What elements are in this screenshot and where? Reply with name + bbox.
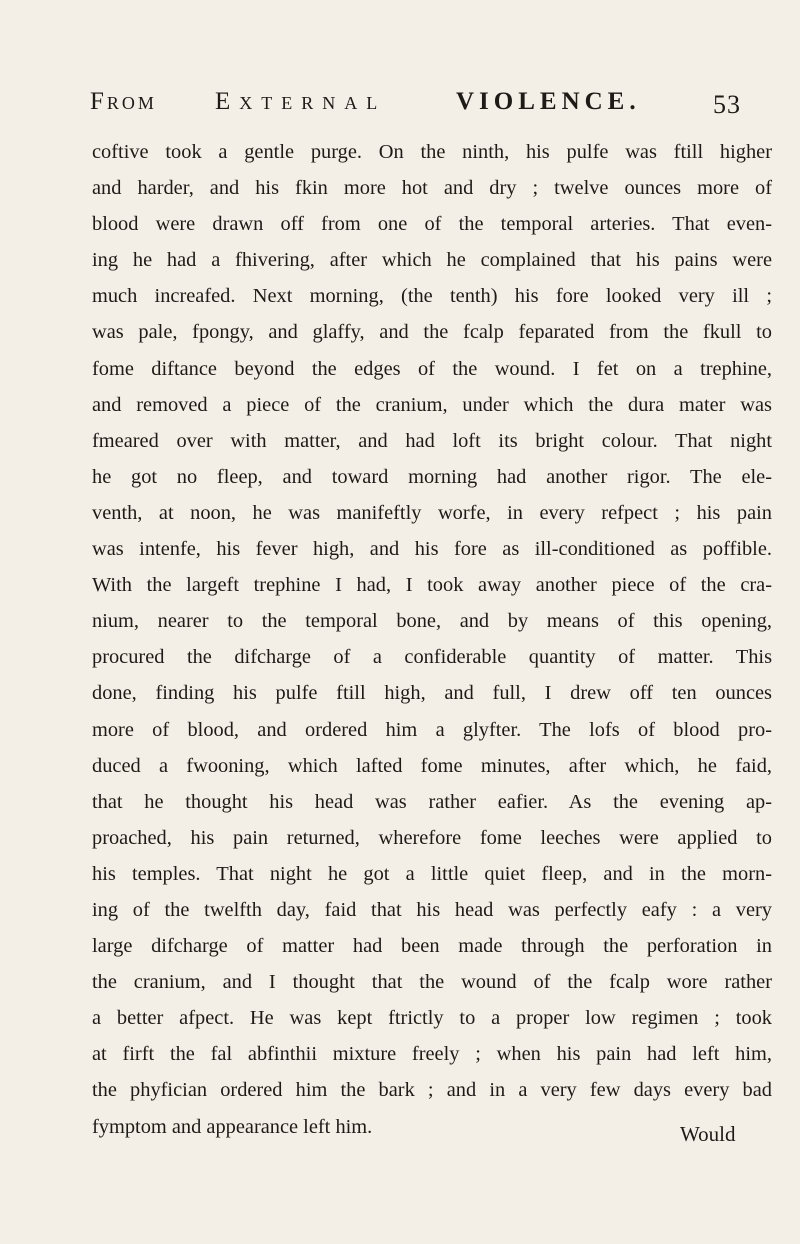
text-line: more of blood, and ordered him a glyfter. The lofs of blood pro- [92,718,772,741]
text-line: fome diftance beyond the edges of the wound. I fet on a trephine, [92,357,772,380]
text-line: done, finding his pulfe ftill high, and full, I drew off ten ounces [92,682,772,705]
text-line: much increafed. Next morning, (the tenth) his fore looked very ill ; [92,285,772,308]
running-head-external: External [215,88,387,115]
text-line: ing of the twelfth day, faid that his head was perfectly eafy : a very [92,898,772,921]
catchword: Would [680,1122,736,1146]
text-line: fmeared over with matter, and had loft its bright colour. That night [92,429,772,452]
text-line: and harder, and his fkin more hot and dry ; twelve ounces more of [92,177,772,200]
text-line: fymptom and appearance left him. [92,1115,373,1138]
text-line: was pale, fpongy, and glaffy, and the fcalp feparated from the fkull to [92,321,772,344]
text-line: the phyfician ordered him the bark ; and in a very few days every bad [92,1079,772,1102]
text-line: coftive took a gentle purge. On the ninth, his pulfe was ftill higher [92,141,772,163]
text-line: venth, at noon, he was manifeftly worfe, in every refpect ; his pain [92,501,772,524]
text-line: was intenfe, his fever high, and his fore as ill-conditioned as poffible. [92,538,772,561]
text-line: proached, his pain returned, wherefore fome leeches were applied to [92,826,772,849]
page-number: 53 [713,90,741,119]
body-text [92,134,772,1145]
text-line: procured the difcharge of a confiderable quantity of matter. This [92,646,772,669]
running-head-violence: VIOLENCE. [456,88,641,115]
text-line: large difcharge of matter had been made through the perforation in [92,935,772,958]
text-line: blood were drawn off from one of the temporal arteries. That even- [92,213,772,236]
text-line: he got no fleep, and toward morning had another rigor. The ele- [92,465,772,488]
text-line: duced a fwooning, which lafted fome minutes, after which, he faid, [92,754,772,777]
text-line: a better afpect. He was kept ftrictly to a proper low regimen ; took [92,1007,772,1030]
text-line: at firft the fal abfinthii mixture freely ; when his pain had left him, [92,1043,772,1066]
text-line: nium, nearer to the temporal bone, and by means of this opening, [92,610,772,633]
text-line: the cranium, and I thought that the wound of the fcalp wore rather [92,971,772,994]
running-head-from: From [90,88,157,115]
text-line: his temples. That night he got a little quiet fleep, and in the morn- [92,862,772,885]
text-line: ing he had a fhivering, after which he complained that his pains were [92,249,772,272]
text-line: that he thought his head was rather eafier. As the evening ap- [92,790,772,813]
text-line: With the largeft trephine I had, I took away another piece of the cra- [92,574,772,597]
running-head [90,88,770,124]
text-line: and removed a piece of the cranium, under which the dura mater was [92,393,772,416]
